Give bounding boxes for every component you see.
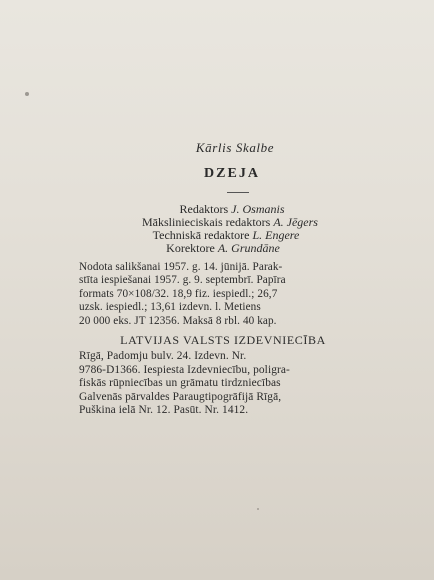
colophon bbox=[79, 140, 367, 418]
credit-role: Mākslinieciskais redaktors bbox=[142, 215, 271, 229]
printer-line: Puškina ielā Nr. 12. Pasūt. Nr. 1412. bbox=[79, 404, 249, 417]
detail-line: Nodota salikšanai 1957. g. 14. jūnijā. Parak- bbox=[79, 261, 283, 273]
credit-name: J. Osmanis bbox=[231, 202, 285, 216]
credit-name: L. Engere bbox=[252, 228, 300, 242]
divider-rule bbox=[227, 192, 249, 193]
credit-role: Redaktors bbox=[179, 202, 229, 216]
detail-line: 20 000 eks. JT 12356. Maksā 8 rbl. 40 kap. bbox=[79, 314, 277, 327]
print-details bbox=[79, 261, 367, 328]
paper-speck bbox=[257, 508, 259, 510]
detail-line: stīta iespiešanai 1957. g. 9. septembrī. Papīra bbox=[79, 274, 286, 287]
credit-name: A. Grundāne bbox=[217, 241, 280, 255]
credit-name: A. Jēgers bbox=[273, 215, 318, 229]
detail-line: uzsk. iespiedl.; 13,61 izdevn. l. Metiens bbox=[79, 301, 261, 314]
credit-role: Techniskā redaktore bbox=[152, 228, 250, 242]
printer-details bbox=[79, 350, 367, 418]
credit-row bbox=[79, 242, 367, 255]
book-title: DZEJA bbox=[204, 166, 260, 181]
credit-role: Korektore bbox=[166, 241, 215, 255]
printer-line: 9786-D1366. Iespiesta Izdevniecību, poligra- bbox=[79, 363, 290, 376]
printer-line: Galvenās pārvaldes Paraugtipogrāfijā Rīgā, bbox=[79, 390, 282, 403]
credits bbox=[79, 203, 367, 255]
detail-line: formats 70×108/32. 18,9 fiz. iespiedl.; 26,7 bbox=[79, 287, 278, 300]
printer-line: Rīgā, Padomju bulv. 24. Izdevn. Nr. bbox=[79, 350, 247, 363]
paper-speck bbox=[25, 92, 29, 96]
publisher-name: LATVIJAS VALSTS IZDEVNIECĪBA bbox=[120, 333, 326, 348]
printer-line: fiskās rūpniecības un grāmatu tirdzniecības bbox=[79, 377, 281, 390]
author-name: Kārlis Skalbe bbox=[195, 140, 275, 155]
